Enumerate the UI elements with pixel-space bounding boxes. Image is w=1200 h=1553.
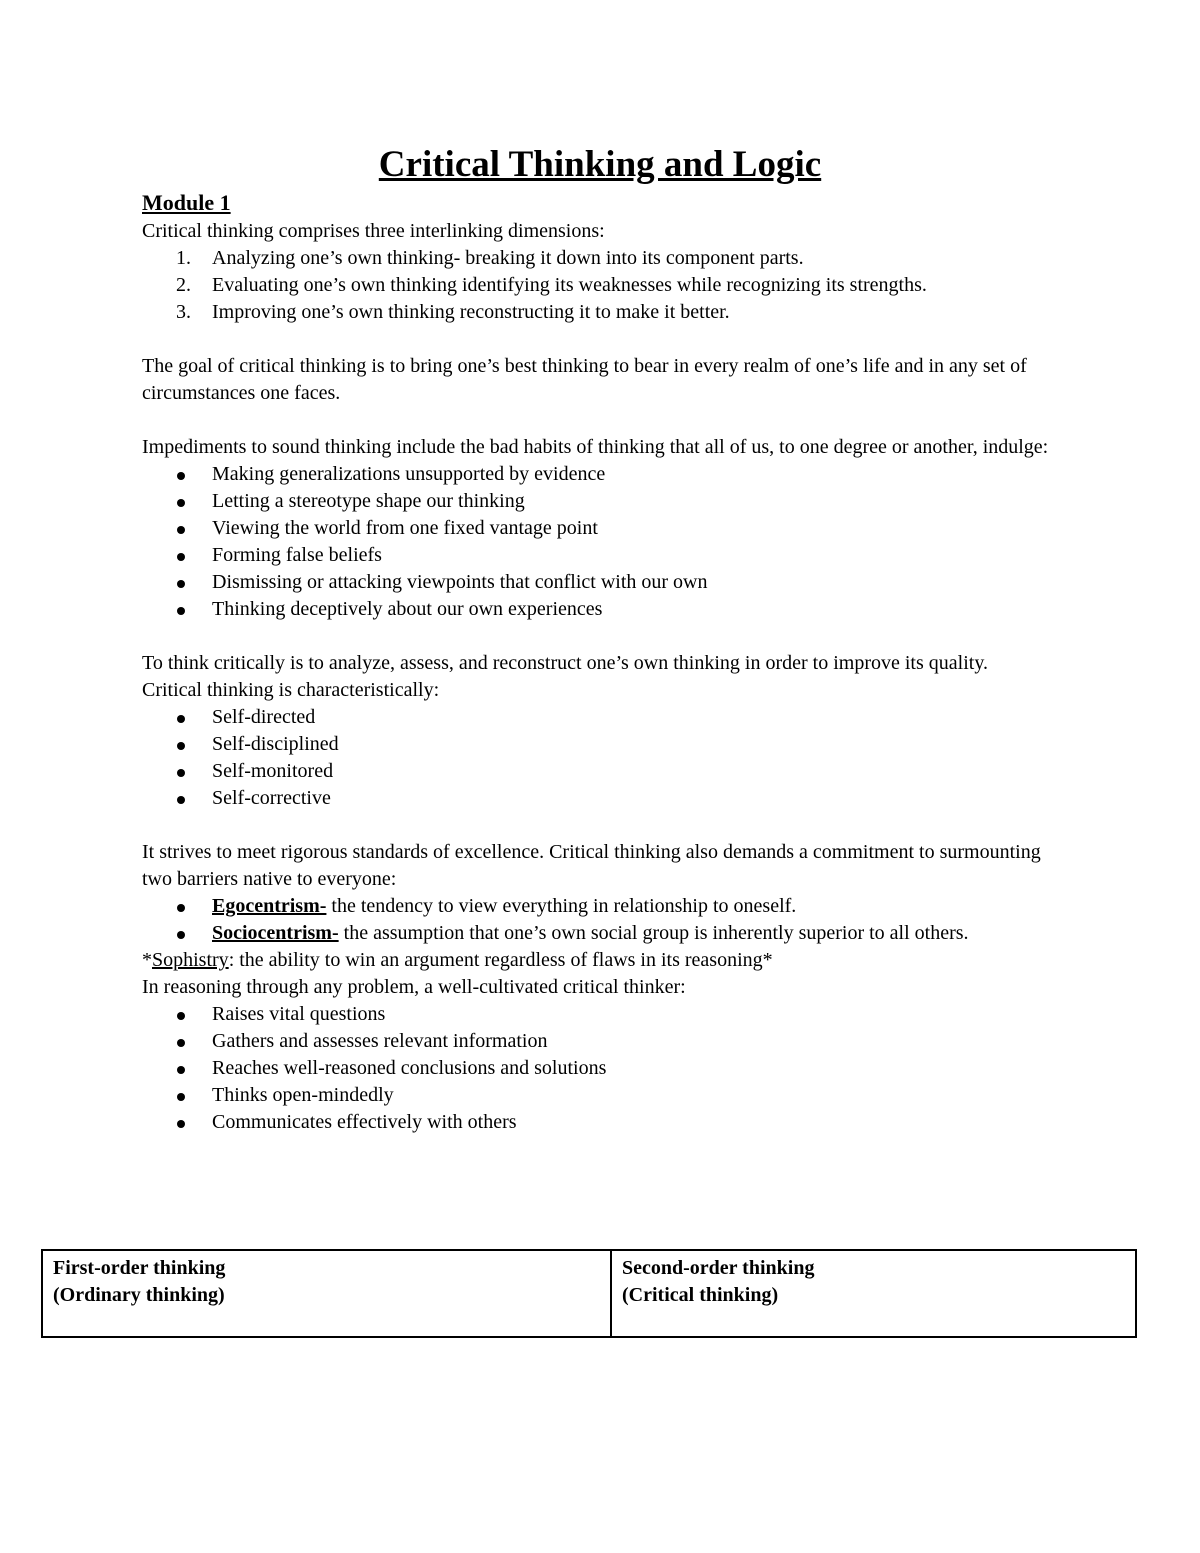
to-think-paragraph: To think critically is to analyze, assess, and reconstruct one’s own thinking in order to improve its quality. (142, 652, 989, 674)
page-title: Critical Thinking and Logic (378, 144, 822, 185)
bullet-icon (177, 499, 185, 507)
first-order-cell: First-order thinking (Ordinary thinking) (42, 1250, 611, 1337)
list-item: Dismissing or attacking viewpoints that conflict with our own (142, 569, 1062, 596)
bullet-icon (177, 553, 185, 561)
list-item: Forming false beliefs (142, 542, 1062, 569)
sophistry-definition: *Sophistry: the ability to win an argument regardless of flaws in its reasoning* (142, 949, 773, 971)
list-number: 2. (176, 274, 191, 296)
list-item: Communicates effectively with others (142, 1109, 1062, 1136)
list-item: Reaches well-reasoned conclusions and solutions (142, 1055, 1062, 1082)
intro-text: Critical thinking comprises three interlinking dimensions: (142, 220, 605, 242)
list-item: Self-monitored (142, 758, 1062, 785)
bullet-icon (177, 742, 185, 750)
list-item: 1. Analyzing one’s own thinking- breaking it down into its component parts. (142, 245, 1062, 272)
bullet-icon (177, 904, 185, 912)
thinking-comparison-table (41, 1249, 1137, 1338)
bullet-icon (177, 1120, 185, 1128)
sophistry-term: Sophistry (152, 949, 229, 971)
list-item: Egocentrism- the tendency to view everything in relationship to oneself. (142, 893, 1062, 920)
document-body (142, 142, 1062, 1136)
list-number: 3. (176, 301, 191, 323)
strives-paragraph: It strives to meet rigorous standards of excellence. Critical thinking also demands a commitment to surmounting two barriers native to everyone: (142, 841, 1041, 890)
dimensions-list (142, 245, 1062, 326)
list-item: Self-directed (142, 704, 1062, 731)
bullet-icon (177, 931, 185, 939)
list-item: 3. Improving one’s own thinking reconstructing it to make it better. (142, 299, 1062, 326)
list-item: Sociocentrism- the assumption that one’s own social group is inherently superior to all others. (142, 920, 1062, 947)
list-item: Thinks open-mindedly (142, 1082, 1062, 1109)
bullet-icon (177, 1093, 185, 1101)
table-row (42, 1250, 1136, 1337)
list-item: Letting a stereotype shape our thinking (142, 488, 1062, 515)
bullet-icon (177, 580, 185, 588)
bullet-icon (177, 526, 185, 534)
list-item: Viewing the world from one fixed vantage point (142, 515, 1062, 542)
bullet-icon (177, 796, 185, 804)
list-item: Gathers and assesses relevant information (142, 1028, 1062, 1055)
module-heading: Module 1 (142, 190, 231, 215)
characteristics-intro: Critical thinking is characteristically: (142, 679, 440, 701)
second-order-cell: Second-order thinking (Critical thinking) (611, 1250, 1136, 1337)
impediments-intro: Impediments to sound thinking include the bad habits of thinking that all of us, to one degree or another, indulge: (142, 436, 1049, 458)
bullet-icon (177, 1012, 185, 1020)
characteristics-list (142, 704, 1062, 812)
barrier-term: Egocentrism- (212, 895, 327, 917)
thinker-traits-list (142, 1001, 1062, 1136)
bullet-icon (177, 1039, 185, 1047)
barriers-list (142, 893, 1062, 947)
list-item: Self-corrective (142, 785, 1062, 812)
goal-paragraph: The goal of critical thinking is to bring one’s best thinking to bear in every realm of one’s life and in any set of circumstances one faces. (142, 355, 1027, 404)
bullet-icon (177, 607, 185, 615)
list-number: 1. (176, 247, 191, 269)
bullet-icon (177, 1066, 185, 1074)
list-item: Raises vital questions (142, 1001, 1062, 1028)
bullet-icon (177, 715, 185, 723)
list-item: Thinking deceptively about our own experiences (142, 596, 1062, 623)
bullet-icon (177, 472, 185, 480)
list-item: Making generalizations unsupported by evidence (142, 461, 1062, 488)
reasoning-intro: In reasoning through any problem, a well-cultivated critical thinker: (142, 976, 686, 998)
list-item: Self-disciplined (142, 731, 1062, 758)
list-item: 2. Evaluating one’s own thinking identifying its weaknesses while recognizing its strengths. (142, 272, 1062, 299)
barrier-term: Sociocentrism- (212, 922, 339, 944)
impediments-list (142, 461, 1062, 623)
bullet-icon (177, 769, 185, 777)
